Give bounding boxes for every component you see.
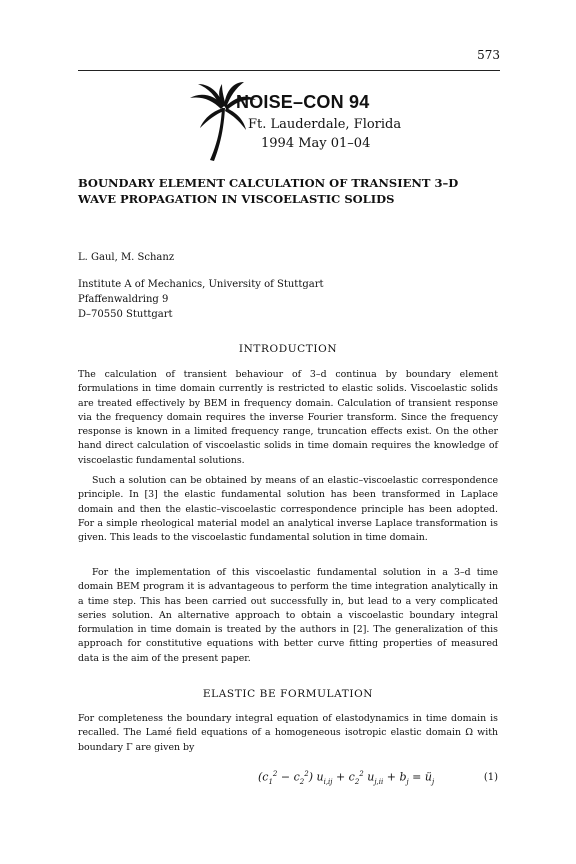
affiliation-line: Institute A of Mechanics, University of Stuttgart [78,279,324,290]
equation-number: (1) [483,772,498,783]
affiliation-line: Pfaffenwaldring 9 [78,294,169,305]
intro-paragraph: For the implementation of this viscoelastic fundamental solution in a 3–d time domain BEM program it is advantageous to perform the time integration analytically in a time step. This has been carried out successfully in, but lead to a very complicated series solution. An alternative approach to obtain a viscoelastic boundary integral formulation in time domain is treated by the authors in [2]. The generalization of this approach for constitutive equations with better curve fitting properties of measured data is the aim of the present paper. [78,567,498,664]
page-number: 573 [477,48,500,62]
elastic-paragraph: For completeness the boundary integral equation of elastodynamics in time domain is recalled. The Lamé field equations of a homogeneous isotropic elastic domain Ω with boundary Γ are given by [78,713,498,753]
header-rule [78,70,500,71]
intro-paragraph: Such a solution can be obtained by means of an elastic–viscoelastic correspondence principle. In [3] the elastic fundamental solution has been transformed in Laplace domain and then the elastic–viscoelastic correspondence principle has been adopted. For a simple rheological material model an analytical inverse Laplace transformation is given. This leads to the viscoelastic fundamental solution in time domain. [78,475,498,544]
authors: L. Gaul, M. Schanz [78,252,175,263]
equation: $(c_1^2 - c_2^2) u_{i,ij} + c_2^2$ $u_{j,ii} + b_j$ = $ü_j$ [258,770,435,786]
paper-title [78,175,508,207]
paper-title-line2: WAVE PROPAGATION IN VISCOELASTIC SOLIDS [78,192,395,206]
conference-place: Ft. Lauderdale, Florida [248,117,402,132]
section-heading-elastic: ELASTIC BE FORMULATION [202,688,374,700]
section-heading-introduction: INTRODUCTION [238,343,338,355]
intro-paragraph: The calculation of transient behaviour of 3–d continua by boundary element formulations in time domain currently is restricted to elastic solids. Viscoelastic solids are treated effectively by BEM in frequency domain. Calculation of transient response via the frequency domain requires the inverse Fourier transform. Since the frequency response is known in a limited frequency range, truncation effects exist. On the other hand direct calculation of viscoelastic solids in time domain requires the knowledge of viscoelastic fundamental solutions. [78,369,498,466]
paper-title-line1: BOUNDARY ELEMENT CALCULATION OF TRANSIENT 3–D [78,176,459,190]
affiliation [78,277,324,322]
conference-name: NOISE–CON 94 [236,92,370,112]
affiliation-line: D–70550 Stuttgart [78,309,173,320]
conference-date: 1994 May 01–04 [261,136,371,151]
